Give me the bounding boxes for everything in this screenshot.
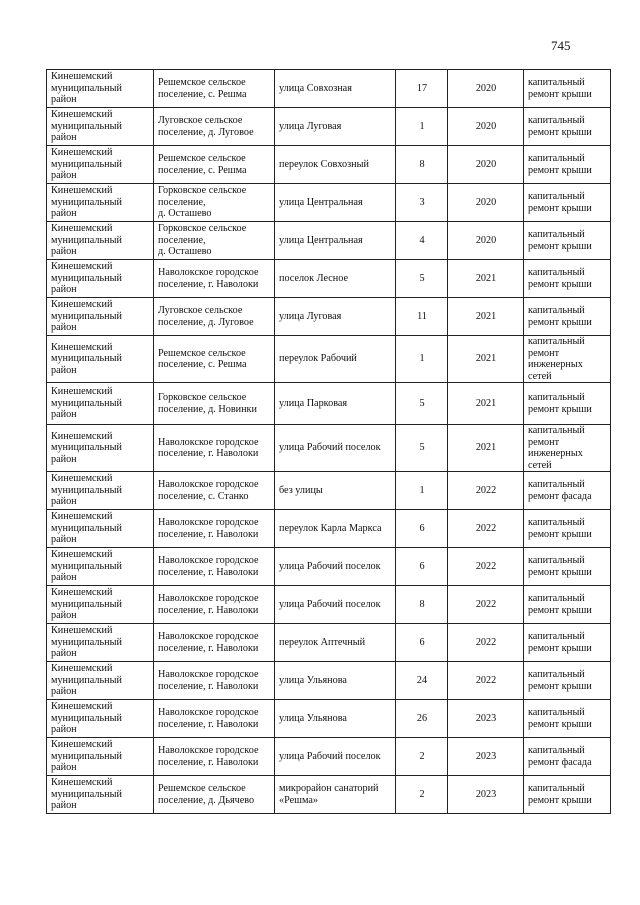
year-cell: 2021 <box>448 383 524 425</box>
table-row <box>47 383 611 425</box>
district-cell: Кинешемский муниципальный район <box>47 662 154 700</box>
work-type-cell: капитальный ремонт крыши <box>524 222 611 260</box>
settlement-cell: Наволокское городское поселение, г. Наволоки <box>154 425 275 472</box>
year-cell: 2021 <box>448 425 524 472</box>
house-number-cell: 2 <box>396 738 448 776</box>
settlement-cell: Наволокское городское поселение, г. Наволоки <box>154 548 275 586</box>
house-number-cell: 26 <box>396 700 448 738</box>
house-number-cell: 6 <box>396 510 448 548</box>
street-cell: улица Луговая <box>275 298 396 336</box>
year-cell: 2020 <box>448 70 524 108</box>
work-type-cell: капитальный ремонт инженерных сетей <box>524 425 611 472</box>
district-cell: Кинешемский муниципальный район <box>47 184 154 222</box>
district-cell: Кинешемский муниципальный район <box>47 222 154 260</box>
house-number-cell: 5 <box>396 425 448 472</box>
district-cell: Кинешемский муниципальный район <box>47 624 154 662</box>
year-cell: 2022 <box>448 624 524 662</box>
settlement-cell: Горковское сельское поселение, д. Осташево <box>154 184 275 222</box>
district-cell: Кинешемский муниципальный район <box>47 425 154 472</box>
house-number-cell: 24 <box>396 662 448 700</box>
street-cell: микрорайон санаторий «Решма» <box>275 776 396 814</box>
work-type-cell: капитальный ремонт крыши <box>524 548 611 586</box>
table-row <box>47 222 611 260</box>
district-cell: Кинешемский муниципальный район <box>47 700 154 738</box>
street-cell: улица Рабочий поселок <box>275 425 396 472</box>
district-cell: Кинешемский муниципальный район <box>47 260 154 298</box>
table-row <box>47 510 611 548</box>
settlement-cell: Решемское сельское поселение, с. Решма <box>154 146 275 184</box>
table-row <box>47 586 611 624</box>
year-cell: 2023 <box>448 700 524 738</box>
work-type-cell: капитальный ремонт крыши <box>524 298 611 336</box>
year-cell: 2021 <box>448 260 524 298</box>
house-number-cell: 4 <box>396 222 448 260</box>
table-row <box>47 184 611 222</box>
district-cell: Кинешемский муниципальный район <box>47 146 154 184</box>
settlement-cell: Наволокское городское поселение, г. Наволоки <box>154 624 275 662</box>
house-number-cell: 5 <box>396 260 448 298</box>
work-type-cell: капитальный ремонт инженерных сетей <box>524 336 611 383</box>
street-cell: переулок Рабочий <box>275 336 396 383</box>
settlement-cell: Решемское сельское поселение, д. Дьячево <box>154 776 275 814</box>
street-cell: поселок Лесное <box>275 260 396 298</box>
work-type-cell: капитальный ремонт крыши <box>524 700 611 738</box>
district-cell: Кинешемский муниципальный район <box>47 586 154 624</box>
street-cell: улица Луговая <box>275 108 396 146</box>
settlement-cell: Решемское сельское поселение, с. Решма <box>154 70 275 108</box>
work-type-cell: капитальный ремонт крыши <box>524 510 611 548</box>
table-row <box>47 472 611 510</box>
table-row <box>47 70 611 108</box>
year-cell: 2023 <box>448 776 524 814</box>
work-type-cell: капитальный ремонт крыши <box>524 383 611 425</box>
page-number: 745 <box>551 38 571 53</box>
year-cell: 2022 <box>448 586 524 624</box>
work-type-cell: капитальный ремонт крыши <box>524 108 611 146</box>
street-cell: улица Рабочий поселок <box>275 738 396 776</box>
settlement-cell: Наволокское городское поселение, г. Наволоки <box>154 738 275 776</box>
house-number-cell: 6 <box>396 624 448 662</box>
year-cell: 2022 <box>448 472 524 510</box>
work-type-cell: капитальный ремонт крыши <box>524 146 611 184</box>
table-row <box>47 146 611 184</box>
table-row <box>47 624 611 662</box>
table-row <box>47 548 611 586</box>
settlement-cell: Луговское сельское поселение, д. Луговое <box>154 108 275 146</box>
district-cell: Кинешемский муниципальный район <box>47 548 154 586</box>
settlement-cell: Луговское сельское поселение, д. Луговое <box>154 298 275 336</box>
street-cell: улица Ульянова <box>275 700 396 738</box>
house-number-cell: 11 <box>396 298 448 336</box>
year-cell: 2021 <box>448 298 524 336</box>
year-cell: 2020 <box>448 108 524 146</box>
work-type-cell: капитальный ремонт крыши <box>524 662 611 700</box>
table-row <box>47 425 611 472</box>
street-cell: переулок Аптечный <box>275 624 396 662</box>
work-type-cell: капитальный ремонт крыши <box>524 184 611 222</box>
house-number-cell: 1 <box>396 336 448 383</box>
year-cell: 2021 <box>448 336 524 383</box>
street-cell: улица Центральная <box>275 184 396 222</box>
house-number-cell: 3 <box>396 184 448 222</box>
table-row <box>47 662 611 700</box>
work-type-cell: капитальный ремонт крыши <box>524 624 611 662</box>
settlement-cell: Наволокское городское поселение, г. Наволоки <box>154 586 275 624</box>
street-cell: улица Ульянова <box>275 662 396 700</box>
settlement-cell: Наволокское городское поселение, г. Наволоки <box>154 662 275 700</box>
work-type-cell: капитальный ремонт фасада <box>524 738 611 776</box>
district-cell: Кинешемский муниципальный район <box>47 336 154 383</box>
table-row <box>47 738 611 776</box>
street-cell: переулок Совхозный <box>275 146 396 184</box>
table-row <box>47 298 611 336</box>
table-row <box>47 260 611 298</box>
house-number-cell: 17 <box>396 70 448 108</box>
work-type-cell: капитальный ремонт крыши <box>524 70 611 108</box>
housing-repair-table <box>46 69 611 814</box>
district-cell: Кинешемский муниципальный район <box>47 108 154 146</box>
year-cell: 2020 <box>448 222 524 260</box>
year-cell: 2022 <box>448 548 524 586</box>
table-row <box>47 336 611 383</box>
district-cell: Кинешемский муниципальный район <box>47 298 154 336</box>
district-cell: Кинешемский муниципальный район <box>47 383 154 425</box>
year-cell: 2022 <box>448 662 524 700</box>
year-cell: 2020 <box>448 146 524 184</box>
table-row <box>47 776 611 814</box>
street-cell: переулок Карла Маркса <box>275 510 396 548</box>
house-number-cell: 1 <box>396 472 448 510</box>
district-cell: Кинешемский муниципальный район <box>47 776 154 814</box>
street-cell: улица Парковая <box>275 383 396 425</box>
district-cell: Кинешемский муниципальный район <box>47 70 154 108</box>
street-cell: улица Рабочий поселок <box>275 548 396 586</box>
house-number-cell: 2 <box>396 776 448 814</box>
district-cell: Кинешемский муниципальный район <box>47 510 154 548</box>
year-cell: 2023 <box>448 738 524 776</box>
district-cell: Кинешемский муниципальный район <box>47 472 154 510</box>
work-type-cell: капитальный ремонт крыши <box>524 260 611 298</box>
house-number-cell: 8 <box>396 146 448 184</box>
street-cell: улица Центральная <box>275 222 396 260</box>
street-cell: улица Совхозная <box>275 70 396 108</box>
year-cell: 2022 <box>448 510 524 548</box>
district-cell: Кинешемский муниципальный район <box>47 738 154 776</box>
settlement-cell: Наволокское городское поселение, г. Наволоки <box>154 510 275 548</box>
work-type-cell: капитальный ремонт фасада <box>524 472 611 510</box>
settlement-cell: Решемское сельское поселение, с. Решма <box>154 336 275 383</box>
year-cell: 2020 <box>448 184 524 222</box>
house-number-cell: 5 <box>396 383 448 425</box>
settlement-cell: Наволокское городское поселение, с. Станко <box>154 472 275 510</box>
table-row <box>47 108 611 146</box>
settlement-cell: Наволокское городское поселение, г. Наволоки <box>154 260 275 298</box>
house-number-cell: 8 <box>396 586 448 624</box>
table-row <box>47 700 611 738</box>
street-cell: без улицы <box>275 472 396 510</box>
house-number-cell: 6 <box>396 548 448 586</box>
settlement-cell: Наволокское городское поселение, г. Наволоки <box>154 700 275 738</box>
settlement-cell: Горковское сельское поселение, д. Новинки <box>154 383 275 425</box>
street-cell: улица Рабочий поселок <box>275 586 396 624</box>
work-type-cell: капитальный ремонт крыши <box>524 776 611 814</box>
settlement-cell: Горковское сельское поселение, д. Осташево <box>154 222 275 260</box>
house-number-cell: 1 <box>396 108 448 146</box>
work-type-cell: капитальный ремонт крыши <box>524 586 611 624</box>
